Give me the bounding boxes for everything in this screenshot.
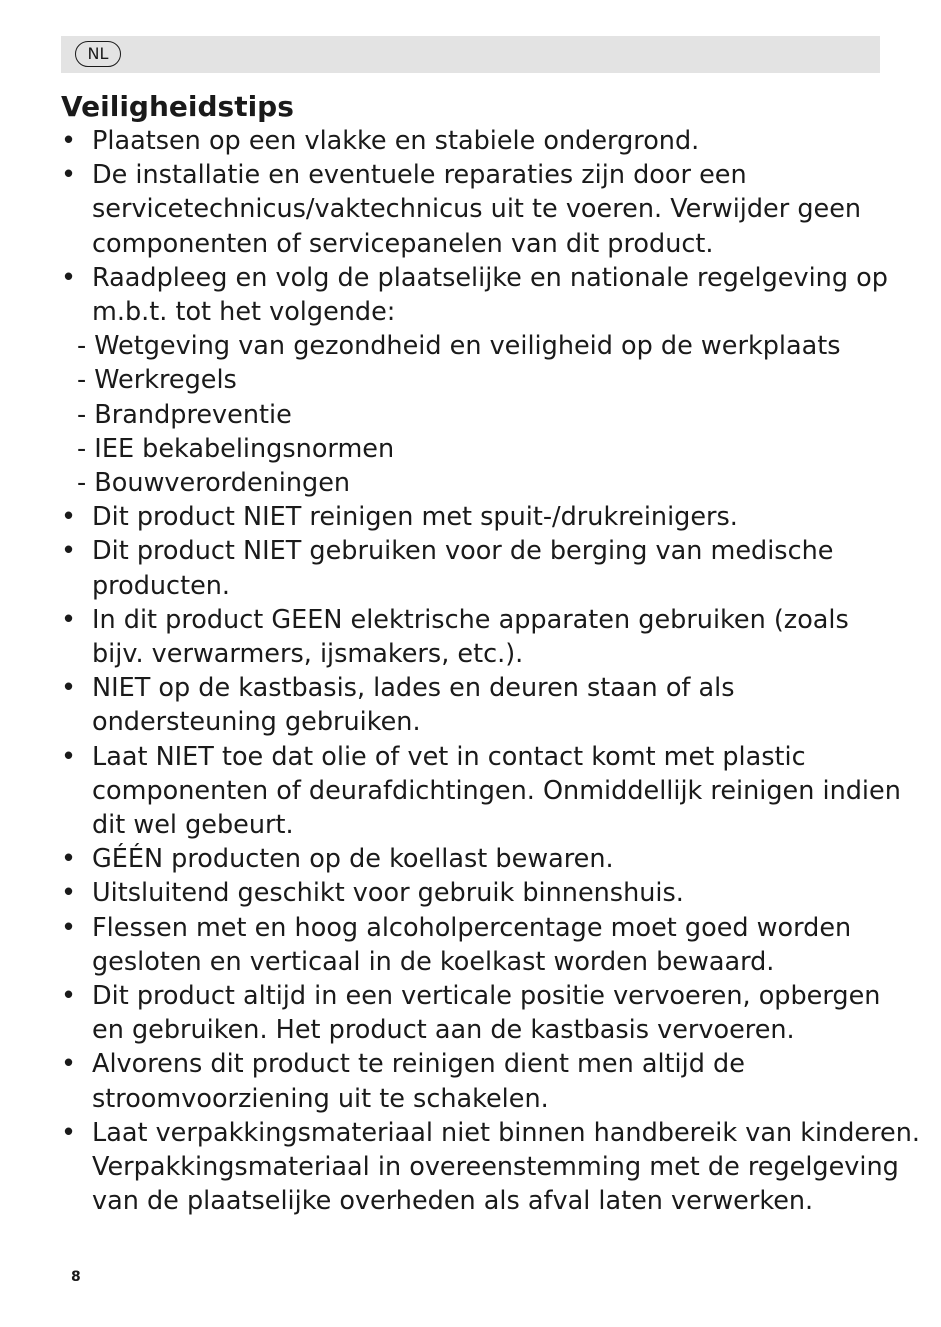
sub-item: [61, 398, 891, 432]
page-number: 8: [71, 1269, 81, 1285]
bullet-item: [61, 261, 891, 329]
sub-item: [61, 466, 891, 500]
bullet-item: [61, 534, 891, 602]
language-badge: NL: [75, 41, 121, 67]
item-line: • Laat NIET toe dat olie of vet in contact komt met plastic: [92, 741, 806, 772]
bullet-item: [61, 1116, 920, 1219]
item-line: • In dit product GEEN elektrische apparaten gebruiken (zoals: [92, 604, 849, 635]
sub-item: [61, 363, 891, 397]
item-line: en gebruiken. Het product aan de kastbasis vervoeren.: [92, 1015, 795, 1046]
bullet-item: [61, 911, 891, 979]
bullet-item: [61, 979, 891, 1047]
item-line: - IEE bekabelingsnormen: [77, 433, 395, 464]
item-line: - Bouwverordeningen: [77, 468, 351, 499]
sub-item: [61, 432, 891, 466]
item-line: • GÉÉN producten op de koellast bewaren.: [92, 844, 614, 875]
item-line: • Dit product altijd in een verticale positie vervoeren, opbergen: [92, 981, 881, 1012]
bullet-item: [61, 842, 891, 876]
item-line: componenten of deurafdichtingen. Onmiddellijk reinigen indien: [92, 775, 901, 806]
item-line: - Wetgeving van gezondheid en veiligheid op de werkplaats: [77, 331, 841, 362]
item-line: • Dit product NIET reinigen met spuit-/drukreinigers.: [92, 502, 738, 533]
item-line: m.b.t. tot het volgende:: [92, 297, 396, 328]
safety-tips-list: [61, 124, 920, 1219]
item-line: - Werkregels: [77, 365, 237, 396]
item-line: Verpakkingsmateriaal in overeenstemming met de regelgeving: [92, 1152, 899, 1183]
item-line: - Brandpreventie: [77, 399, 292, 430]
item-line: dit wel gebeurt.: [92, 810, 294, 841]
item-line: • Flessen met en hoog alcoholpercentage moet goed worden: [92, 912, 852, 943]
bullet-item: [61, 158, 891, 261]
bullet-item: [61, 671, 891, 739]
bullet-item: [61, 876, 891, 910]
item-line: servicetechnicus/vaktechnicus uit te voeren. Verwijder geen: [92, 194, 862, 225]
item-line: • De installatie en eventuele reparaties zijn door een: [92, 160, 747, 191]
header-bar: [61, 36, 880, 73]
item-line: gesloten en verticaal in de koelkast worden bewaard.: [92, 946, 775, 977]
bullet-item: [61, 740, 901, 843]
item-line: van de plaatselijke overheden als afval laten verwerken.: [92, 1186, 814, 1217]
item-line: stroomvoorziening uit te schakelen.: [92, 1083, 549, 1114]
item-line: • Dit product NIET gebruiken voor de berging van medische: [92, 536, 834, 567]
item-line: • Raadpleeg en volg de plaatselijke en nationale regelgeving op: [92, 262, 888, 293]
sub-item: [61, 329, 891, 363]
item-line: componenten of servicepanelen van dit product.: [92, 228, 714, 259]
item-line: • Laat verpakkingsmateriaal niet binnen handbereik van kinderen.: [92, 1117, 920, 1148]
bullet-item: [61, 500, 891, 534]
item-line: • Uitsluitend geschikt voor gebruik binnenshuis.: [92, 878, 684, 909]
bullet-item: [61, 1047, 891, 1115]
item-line: • NIET op de kastbasis, lades en deuren staan of als: [92, 673, 735, 704]
bullet-item: [61, 603, 891, 671]
bullet-item: [61, 124, 891, 158]
item-line: • Plaatsen op een vlakke en stabiele ondergrond.: [92, 126, 700, 156]
item-line: producten.: [92, 570, 231, 601]
item-line: • Alvorens dit product te reinigen dient men altijd de: [92, 1049, 745, 1080]
item-line: ondersteuning gebruiken.: [92, 707, 421, 738]
section-title: Veiligheidstips: [61, 90, 294, 123]
item-line: bijv. verwarmers, ijsmakers, etc.).: [92, 639, 524, 670]
